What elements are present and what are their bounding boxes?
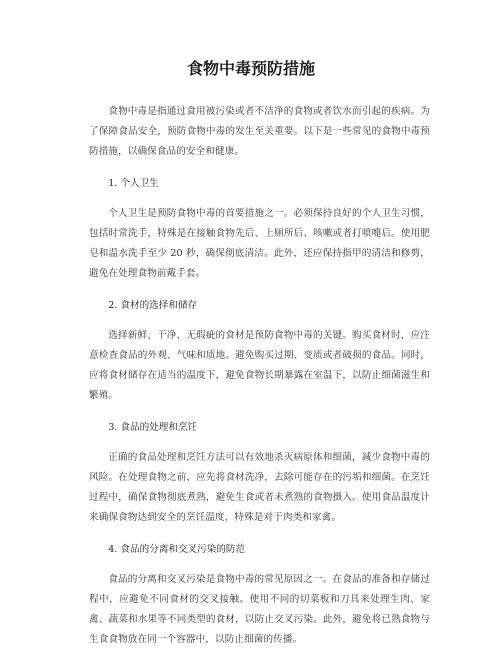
intro-paragraph: 食物中毒是指通过食用被污染或者不洁净的食物或者饮水而引起的疾病。为了保障食品安全，预防食物中毒的发生至关重要。以下是一些常见的食物中毒预防措施，以确保食品的安全和健康。 — [89, 106, 430, 157]
section-body: 正确的食品处理和烹饪方法可以有效地杀灭病原体和细菌，减少食物中毒的风险。在处理食物之前，应先将食材洗净，去除可能存在的污垢和细菌。在烹饪过程中，确保食物彻底煮熟，避免生食或者未煮熟的食物摄入。使用食品温度计来确保食物达到安全的烹饪温度，特殊是对于肉类和家禽。 — [89, 452, 430, 523]
section-ingredient-selection — [89, 298, 430, 406]
section-heading: 1. 个人卫生 — [108, 178, 159, 189]
section-body: 选择新鲜、干净、无瑕疵的食材是预防食物中毒的关键。购买食材时，应注意检查食品的外观、气味和质地。避免购买过期、变质或者破损的食品。同时，应将食材储存在适当的温度下，避免食物长期暴露在室温下，以防止细菌滋生和繁殖。 — [89, 330, 430, 401]
section-body: 个人卫生是预防食物中毒的首要措施之一。必须保持良好的个人卫生习惯，包括时常洗手，特殊是在接触食物先后、上厕所后、咳嗽或者打喷嚏后。使用肥皂和温水洗手至少 20 秒，确保彻底清洁。此外，还应保持指甲的清洁和修剪，避免在处理食物前戴手套。 — [89, 208, 430, 279]
section-cross-contamination — [89, 542, 430, 650]
section-personal-hygiene — [89, 176, 430, 284]
section-body: 食品的分离和交叉污染是食物中毒的常见原因之一。在食品的准备和存储过程中，应避免不同食材的交叉接触。使用不同的切菜板和刀具来处理生肉、家禽、蔬菜和水果等不同类型的食材，以防止交叉污染。此外，避免将已熟食物与生食食物放在同一个容器中，以防止细菌的传播。 — [89, 574, 430, 645]
page-title: 食物中毒预防措施 — [186, 59, 315, 78]
section-heading: 2. 食材的选择和储存 — [108, 300, 198, 311]
section-food-handling — [89, 420, 430, 528]
section-heading: 4. 食品的分离和交叉污染的防范 — [108, 544, 246, 555]
section-heading: 3. 食品的处理和烹饪 — [108, 422, 198, 433]
